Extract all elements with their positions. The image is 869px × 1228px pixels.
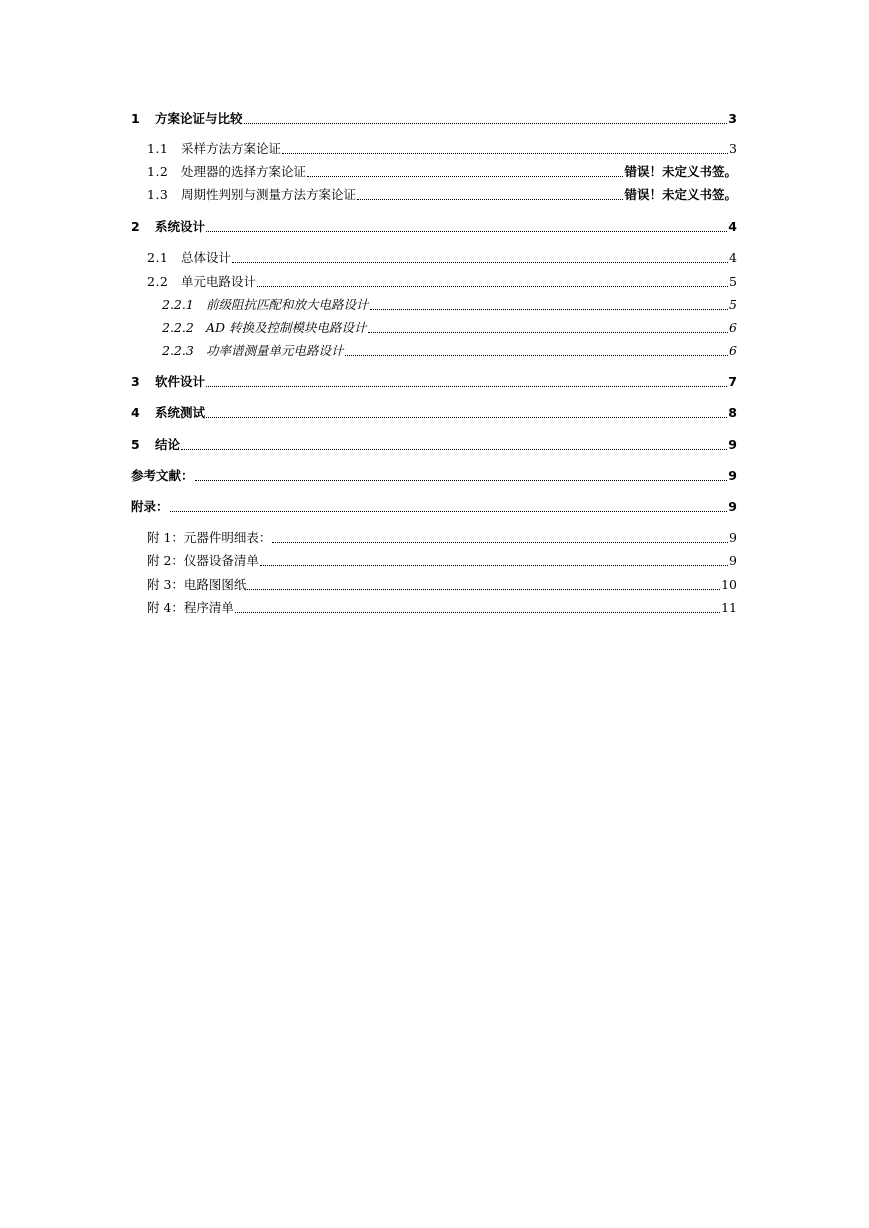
toc-entry-1-1[interactable] bbox=[147, 139, 737, 157]
toc-title: 总体设计 bbox=[181, 250, 232, 265]
toc-page-number: 6 bbox=[729, 320, 737, 335]
toc-entry-4[interactable] bbox=[131, 403, 737, 421]
toc-page-number: 10 bbox=[721, 577, 737, 592]
toc-number: 5 bbox=[131, 437, 140, 452]
toc-number: 2.2.1 bbox=[162, 297, 194, 312]
toc-leader-dots bbox=[282, 153, 728, 154]
toc-number: 1.3 bbox=[147, 187, 169, 202]
toc-page-number: 3 bbox=[729, 141, 737, 156]
toc-title: 附 1：元器件明细表： bbox=[147, 530, 272, 545]
toc-number: 1.1 bbox=[147, 141, 169, 156]
toc-entry-3[interactable] bbox=[131, 372, 737, 390]
toc-leader-dots bbox=[368, 332, 729, 333]
toc-entry-5[interactable] bbox=[131, 435, 737, 453]
toc-entry-references[interactable] bbox=[131, 466, 737, 484]
toc-title: 方案论证与比较 bbox=[155, 111, 243, 126]
toc-leader-dots bbox=[272, 542, 728, 543]
toc-entry-1[interactable] bbox=[131, 109, 737, 127]
toc-page-number: 5 bbox=[729, 297, 737, 312]
toc-title: 附 2：仪器设备清单 bbox=[147, 553, 259, 568]
toc-leader-dots bbox=[170, 511, 728, 512]
toc-title: 附 4：程序清单 bbox=[147, 600, 234, 615]
toc-title: 附 3：电路图图纸 bbox=[147, 577, 247, 592]
toc-title: 结论 bbox=[155, 437, 181, 452]
toc-number: 2.2.3 bbox=[162, 343, 194, 358]
toc-number: 3 bbox=[131, 374, 140, 389]
toc-leader-dots bbox=[206, 386, 727, 387]
toc-leader-dots bbox=[357, 199, 623, 200]
toc-page-number: 7 bbox=[728, 374, 737, 389]
toc-page-number: 6 bbox=[729, 343, 737, 358]
toc-number: 2.2.2 bbox=[162, 320, 194, 335]
toc-page-number: 9 bbox=[728, 468, 737, 483]
toc-entry-appendix-4[interactable] bbox=[147, 598, 737, 616]
toc-title: 参考文献： bbox=[131, 468, 194, 483]
toc-leader-dots bbox=[206, 231, 727, 232]
toc-page-number: 9 bbox=[729, 530, 737, 545]
toc-leader-dots bbox=[195, 480, 728, 481]
toc-leader-dots bbox=[244, 123, 728, 124]
toc-entry-2-2-1[interactable] bbox=[162, 295, 737, 313]
toc-page-number: 5 bbox=[729, 274, 737, 289]
toc-leader-dots bbox=[260, 565, 728, 566]
toc-entry-1-2[interactable] bbox=[147, 162, 737, 180]
toc-title: 系统设计 bbox=[155, 219, 206, 234]
toc-page-number: 9 bbox=[728, 499, 737, 514]
toc-title: 采样方法方案论证 bbox=[181, 141, 282, 156]
toc-number: 2.2 bbox=[147, 274, 169, 289]
toc-title: 前级阻抗匹配和放大电路设计 bbox=[206, 297, 369, 312]
toc-number: 4 bbox=[131, 405, 140, 420]
toc-entry-2-2-3[interactable] bbox=[162, 341, 737, 359]
toc-page-error: 错误！未定义书签。 bbox=[624, 187, 737, 202]
toc-entry-1-3[interactable] bbox=[147, 185, 737, 203]
toc-title: 系统测试 bbox=[155, 405, 206, 420]
toc-entry-2-2[interactable] bbox=[147, 272, 737, 290]
toc-title: 功率谱测量单元电路设计 bbox=[206, 343, 344, 358]
toc-leader-dots bbox=[307, 176, 623, 177]
toc-number: 1 bbox=[131, 111, 140, 126]
toc-entry-appendix[interactable] bbox=[131, 497, 737, 515]
toc-leader-dots bbox=[345, 355, 729, 356]
toc-page-number: 4 bbox=[729, 250, 737, 265]
toc-title: 软件设计 bbox=[155, 374, 206, 389]
toc-number: 2.1 bbox=[147, 250, 169, 265]
toc-page-number: 9 bbox=[729, 553, 737, 568]
toc-leader-dots bbox=[247, 589, 720, 590]
toc-entry-appendix-1[interactable] bbox=[147, 528, 737, 546]
toc-entry-appendix-3[interactable] bbox=[147, 575, 737, 593]
toc-title: 附录： bbox=[131, 499, 169, 514]
toc-title: 周期性判别与测量方法方案论证 bbox=[181, 187, 357, 202]
toc-leader-dots bbox=[257, 286, 728, 287]
toc-title: 单元电路设计 bbox=[181, 274, 257, 289]
toc-entry-2[interactable] bbox=[131, 217, 737, 235]
toc-page-number: 9 bbox=[728, 437, 737, 452]
toc-title: AD 转换及控制模块电路设计 bbox=[206, 320, 367, 335]
toc-leader-dots bbox=[232, 262, 728, 263]
toc-page-number: 4 bbox=[728, 219, 737, 234]
toc-entry-2-1[interactable] bbox=[147, 248, 737, 266]
toc-title: 处理器的选择方案论证 bbox=[181, 164, 307, 179]
toc-number: 2 bbox=[131, 219, 140, 234]
toc-page-error: 错误！未定义书签。 bbox=[624, 164, 737, 179]
toc-leader-dots bbox=[206, 417, 727, 418]
toc-page-number: 3 bbox=[728, 111, 737, 126]
toc-leader-dots bbox=[370, 309, 729, 310]
toc-entry-2-2-2[interactable] bbox=[162, 318, 737, 336]
toc-leader-dots bbox=[181, 449, 727, 450]
toc-page-number: 8 bbox=[728, 405, 737, 420]
toc-leader-dots bbox=[235, 612, 720, 613]
toc-entry-appendix-2[interactable] bbox=[147, 551, 737, 569]
toc-page-number: 11 bbox=[721, 600, 737, 615]
toc-number: 1.2 bbox=[147, 164, 169, 179]
